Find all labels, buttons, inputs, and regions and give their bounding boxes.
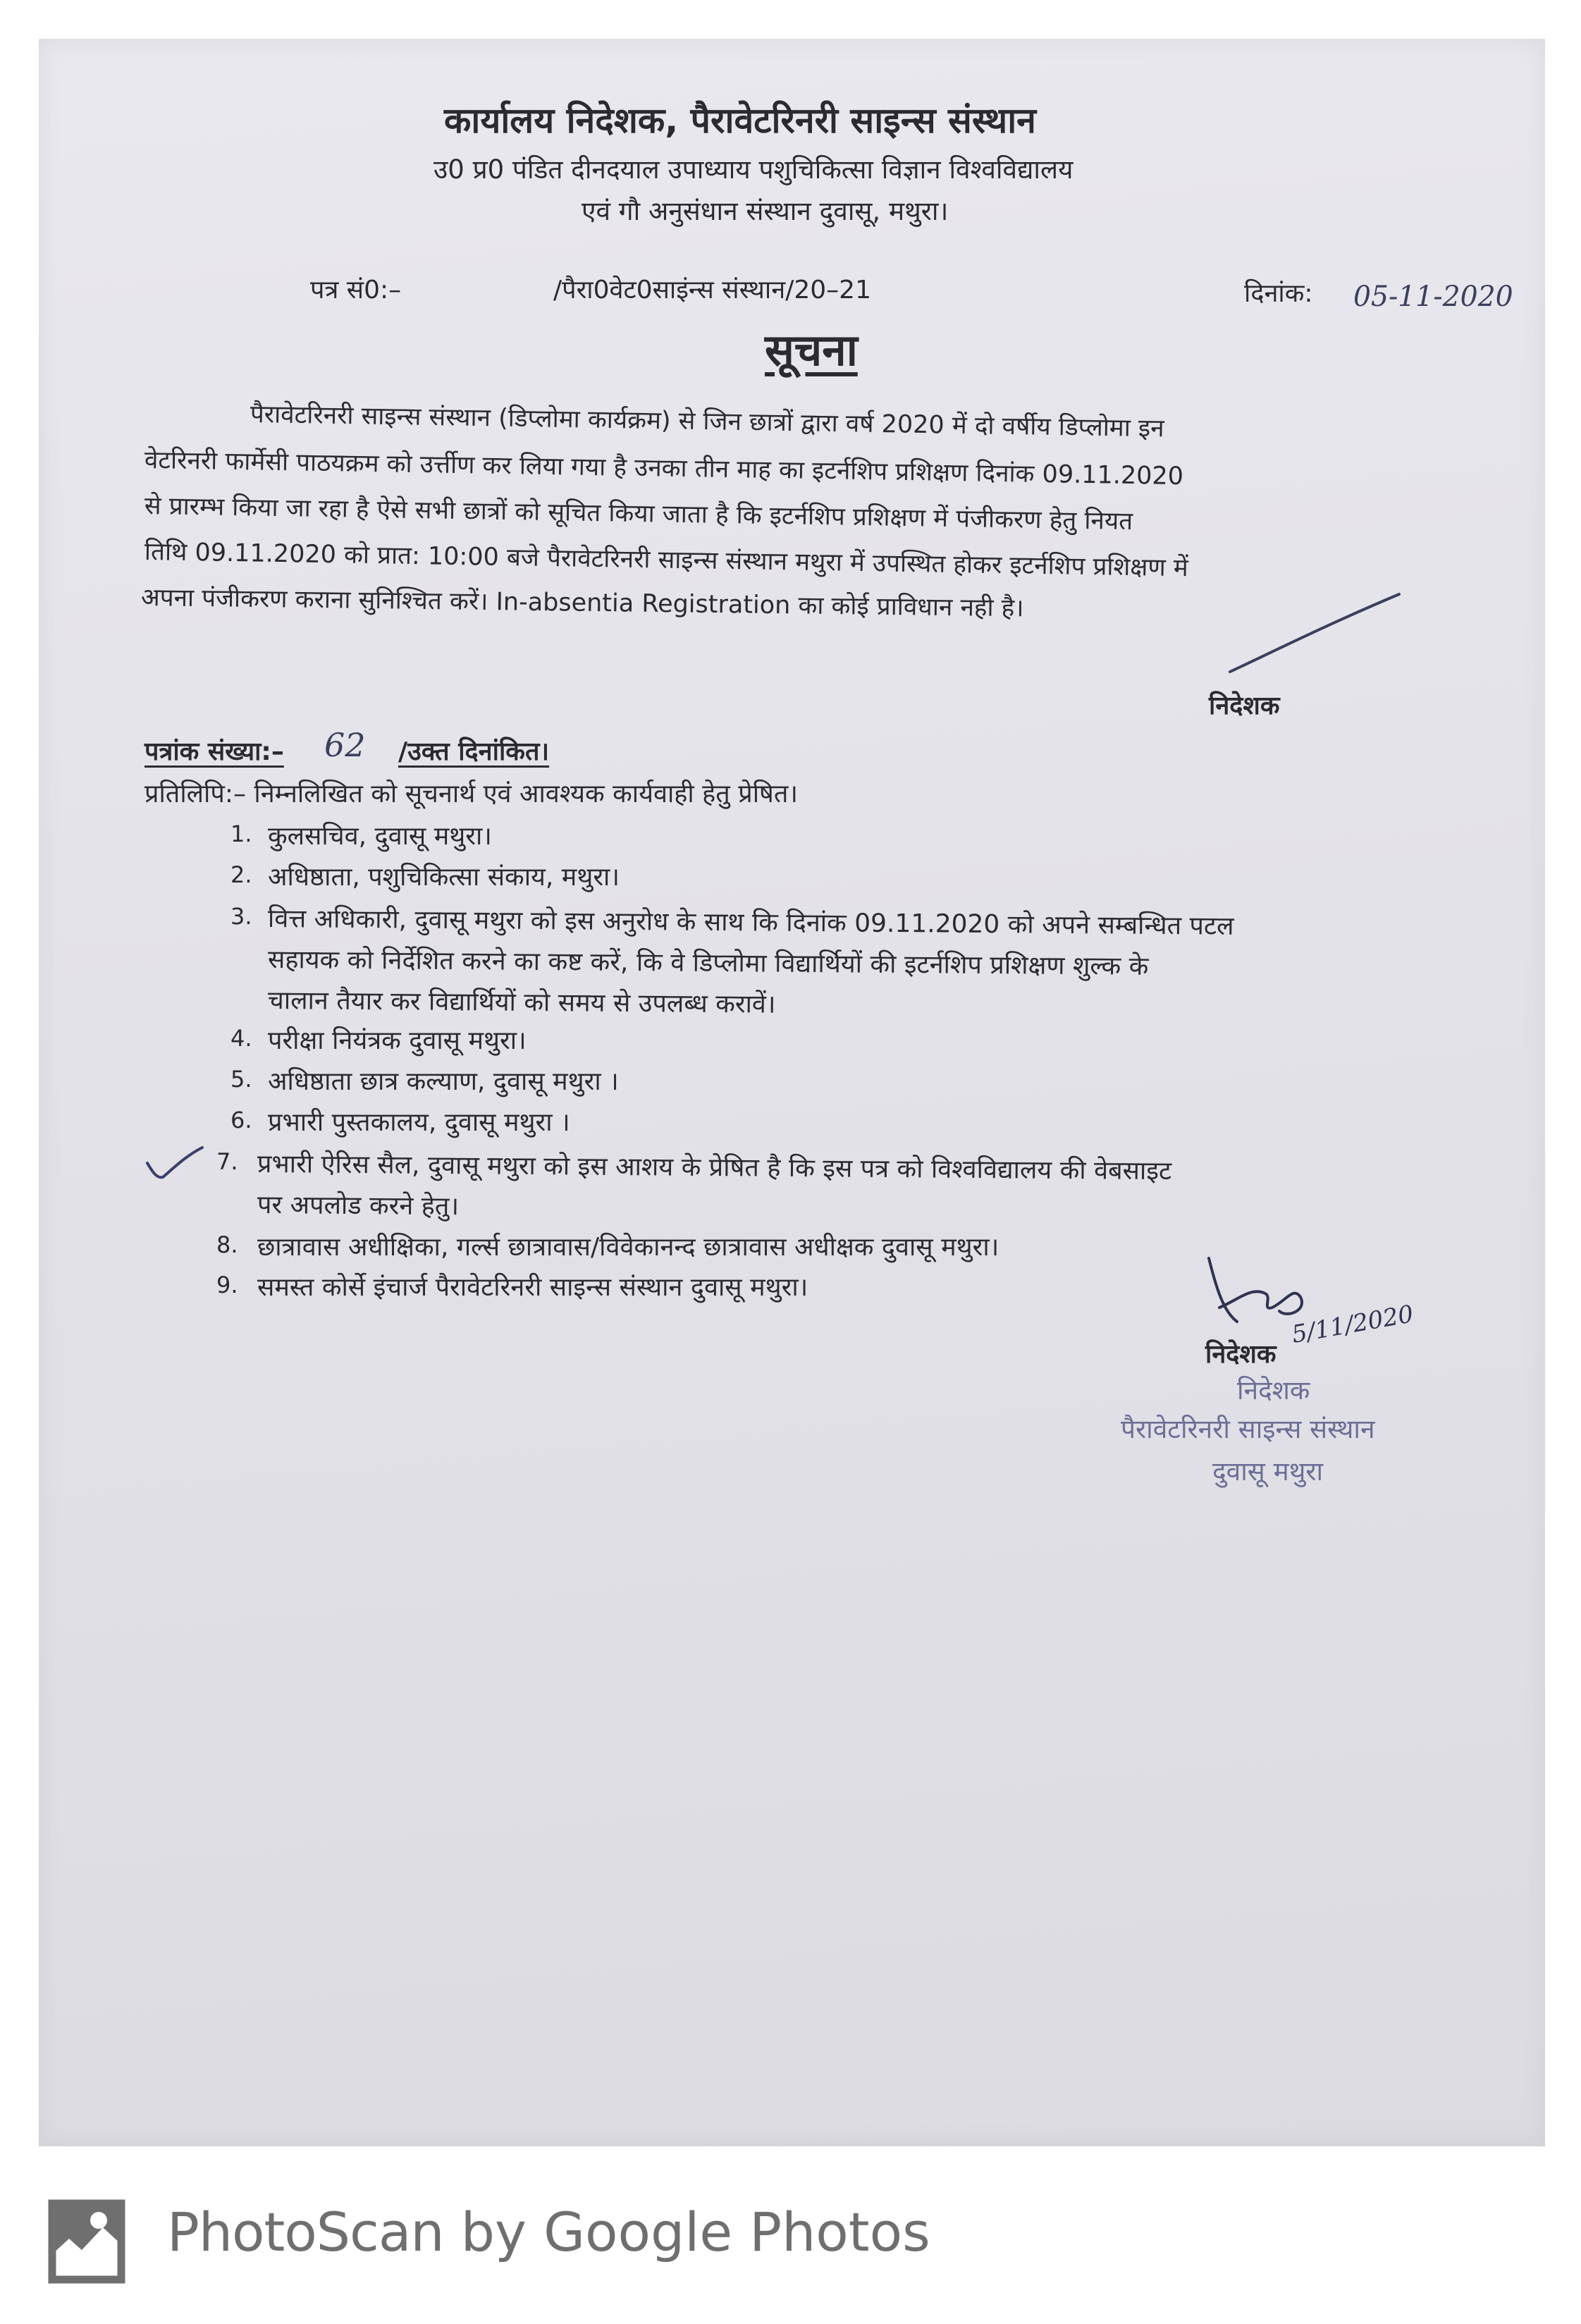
university-line-2: एवं गौ अनुसंधान संस्थान दुवासू, मथुरा। (582, 196, 949, 226)
list-item-number: 5. (230, 1066, 252, 1093)
check-mark-icon (143, 1142, 207, 1184)
footer-brand: PhotoScan (167, 2201, 444, 2263)
signatory-title: निदेशक (1209, 691, 1280, 720)
notice-paragraph-line: अपना पंजीकरण कराना सुनिश्चित करें। In-absentia Registration का कोई प्राविधान नही है। (140, 584, 1024, 623)
list-item-number: 4. (230, 1025, 252, 1052)
letter-number-value: /पैरा0वेट0साइंन्स संस्थान/20–21 (553, 276, 871, 305)
signature-date: 5/11/2020 (1289, 1300, 1416, 1349)
notice-paragraph-line: वेटरिनरी फार्मेसी पाठयक्रम को उर्त्तीण कर लिया गया है उनका तीन माह का इटर्नशिप प्रशिक्षण दिनांक 09.11.2020 (144, 446, 1184, 491)
stamp-line-3: दुवासू मथुरा (1212, 1456, 1324, 1487)
copy-intro: प्रतिलिपि:– निम्नलिखित को सूचनार्थ एवं आवश्यक कार्यवाही हेतु प्रेषित। (144, 780, 799, 809)
handwritten-reference-number: 62 (324, 726, 366, 764)
notice-paragraph-line: तिथि 09.11.2020 को प्रात: 10:00 बजे पैरावेटरिनरी साइन्स संस्थान मथुरा में उपस्थित होकर इटर्नशिप प्रशिक्षण में (144, 538, 1189, 583)
footer-suffix: by Google Photos (460, 2201, 930, 2263)
list-item-number: 6. (230, 1107, 252, 1133)
date-label: दिनांक: (1244, 279, 1313, 308)
handwritten-signature-icon (1195, 1244, 1434, 1350)
list-item: चालान तैयार कर विद्यार्थियों को समय से उपलब्ध करावें। (267, 986, 776, 1019)
list-item: सहायक को निर्देशित करने का कष्ट करें, कि वे डिप्लोमा विद्यार्थियों की इटर्नशिप प्रशिक्षण शुल्क के (267, 945, 1149, 981)
scanned-letter (39, 39, 1545, 2146)
signatory-title-2: निदेशक (1205, 1340, 1277, 1369)
list-item: परीक्षा नियंत्रक दुवासू मथुरा। (268, 1026, 527, 1055)
list-item-number: 2. (230, 861, 252, 888)
list-item: छात्रावास अधीक्षिका, गर्ल्स छात्रावास/विवेकानन्द छात्रावास अधीक्षक दुवासू मथुरा। (257, 1233, 999, 1262)
notice-paragraph-line: से प्रारम्भ किया जा रहा है ऐसे सभी छात्रों को सूचित किया जाता है कि इटर्नशिप प्रशिक्षण में पंजीकरण हेतु नियत (144, 492, 1133, 536)
handwritten-date: 05-11-2020 (1353, 281, 1513, 313)
list-item-number: 1. (230, 820, 252, 847)
list-item: प्रभारी ऐरिस सैल, दुवासू मथुरा को इस आशय के प्रेषित है कि इस पत्र को विश्वविद्यालय की वेबसाइट (257, 1150, 1172, 1186)
list-item-number: 9. (216, 1272, 238, 1298)
notice-heading: सूचना (765, 324, 858, 376)
list-item: अधिष्ठाता, पशुचिकित्सा संकाय, मथुरा। (268, 863, 620, 892)
list-item: कुलसचिव, दुवासू मथुरा। (268, 822, 492, 851)
photo-scan-icon (48, 2199, 125, 2284)
university-line: उ0 प्र0 पंडित दीनदयाल उपाध्याय पशुचिकित्सा विज्ञान विश्वविद्यालय (433, 154, 1074, 185)
list-item: वित्त अधिकारी, दुवासू मथुरा को इस अनुरोध के साथ कि दिनांक 09.11.2020 को अपने सम्बन्धित पटल (267, 904, 1234, 941)
list-item-number: 7. (216, 1148, 238, 1175)
stamp-line-2: पैरावेटरिनरी साइन्स संस्थान (1121, 1414, 1375, 1444)
list-item: पर अपलोड करने हेतु। (257, 1191, 460, 1222)
list-item-number: 3. (230, 903, 252, 930)
notice-paragraph-line: पैरावेटरिनरी साइन्स संस्थान (डिप्लोमा कार्यक्रम) से जिन छात्रों द्वारा वर्ष 2020 में दो वर्षीय डिप्लोमा इन (250, 400, 1164, 443)
signature-stroke-icon (1223, 589, 1406, 680)
office-title: कार्यालय निदेशक, पैरावेटरिनरी साइन्स संस्थान (444, 100, 1036, 141)
stamp-line-1: निदेशक (1237, 1375, 1310, 1406)
list-item: समस्त कोर्से इंचार्ज पैरावेटरिनरी साइन्स संस्थान दुवासू मथुरा। (257, 1273, 808, 1302)
footer-branding (167, 2201, 930, 2263)
reference-suffix: /उक्त दिनांकित। (398, 737, 550, 766)
list-item: प्रभारी पुस्तकालय, दुवासू मथुरा । (268, 1108, 570, 1137)
list-item-number: 8. (216, 1231, 238, 1258)
letter-number-label: पत्र सं0:– (310, 276, 402, 305)
reference-label: पत्रांक संख्या:– (144, 737, 284, 766)
list-item: अधिष्ठाता छात्र कल्याण, दुवासू मथुरा । (268, 1067, 619, 1096)
